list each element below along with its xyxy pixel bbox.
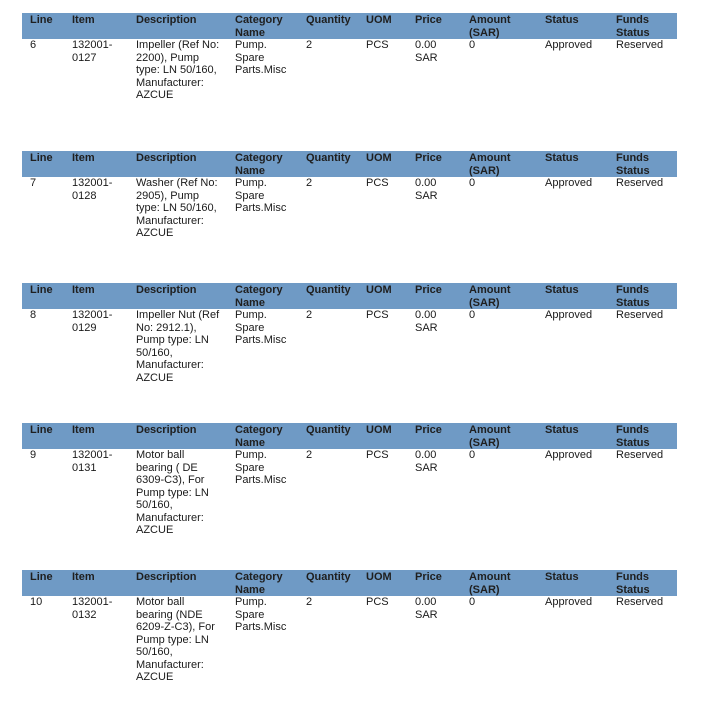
header-category-name: Category Name [235, 152, 283, 177]
cell-amount: 0 [469, 449, 476, 461]
cell-price: 0.00 SAR [415, 309, 438, 334]
cell-status: Approved [545, 449, 593, 461]
header-price: Price [415, 424, 442, 436]
header-quantity: Quantity [306, 152, 351, 164]
header-line: Line [30, 152, 53, 164]
header-amount: Amount (SAR) [469, 424, 511, 449]
header-price: Price [415, 571, 442, 583]
header-line: Line [30, 424, 53, 436]
header-item: Item [72, 284, 95, 296]
header-category-name: Category Name [235, 284, 283, 309]
header-status: Status [545, 14, 579, 26]
cell-status: Approved [545, 177, 593, 189]
header-category-name: Category Name [235, 424, 283, 449]
header-item: Item [72, 424, 95, 436]
cell-line: 8 [30, 309, 37, 321]
header-item: Item [72, 152, 95, 164]
header-uom: UOM [366, 152, 392, 164]
cell-quantity: 2 [306, 177, 313, 189]
cell-funds-status: Reserved [616, 596, 664, 608]
header-category-name: Category Name [235, 14, 283, 39]
header-price: Price [415, 152, 442, 164]
header-description: Description [136, 152, 197, 164]
header-status: Status [545, 284, 579, 296]
cell-uom: PCS [366, 309, 389, 321]
header-funds-status: Funds Status [616, 14, 650, 39]
cell-status: Approved [545, 39, 593, 51]
cell-category: Pump. Spare Parts.Misc [235, 177, 287, 214]
header-item: Item [72, 14, 95, 26]
cell-description: Impeller (Ref No: 2200), Pump type: LN 50/160, Manufacturer: AZCUE [136, 39, 220, 101]
header-status: Status [545, 152, 579, 164]
cell-amount: 0 [469, 309, 476, 321]
header-amount: Amount (SAR) [469, 571, 511, 596]
header-amount: Amount (SAR) [469, 152, 511, 177]
cell-price: 0.00 SAR [415, 449, 438, 474]
header-funds-status: Funds Status [616, 284, 650, 309]
cell-description: Impeller Nut (Ref No: 2912.1), Pump type: LN 50/160, Manufacturer: AZCUE [136, 309, 220, 384]
cell-description: Washer (Ref No: 2905), Pump type: LN 50/160, Manufacturer: AZCUE [136, 177, 218, 239]
header-line: Line [30, 14, 53, 26]
header-price: Price [415, 14, 442, 26]
cell-category: Pump. Spare Parts.Misc [235, 309, 287, 346]
cell-amount: 0 [469, 596, 476, 608]
cell-category: Pump. Spare Parts.Misc [235, 449, 287, 486]
header-quantity: Quantity [306, 424, 351, 436]
cell-funds-status: Reserved [616, 177, 664, 189]
cell-funds-status: Reserved [616, 309, 664, 321]
header-quantity: Quantity [306, 571, 351, 583]
header-description: Description [136, 284, 197, 296]
header-description: Description [136, 14, 197, 26]
header-uom: UOM [366, 424, 392, 436]
header-amount: Amount (SAR) [469, 284, 511, 309]
header-line: Line [30, 571, 53, 583]
header-description: Description [136, 424, 197, 436]
header-funds-status: Funds Status [616, 152, 650, 177]
cell-item: 132001- 0132 [72, 596, 113, 621]
header-status: Status [545, 424, 579, 436]
cell-quantity: 2 [306, 596, 313, 608]
cell-status: Approved [545, 309, 593, 321]
cell-price: 0.00 SAR [415, 39, 438, 64]
header-funds-status: Funds Status [616, 424, 650, 449]
header-uom: UOM [366, 14, 392, 26]
header-line: Line [30, 284, 53, 296]
cell-price: 0.00 SAR [415, 596, 438, 621]
header-uom: UOM [366, 571, 392, 583]
cell-amount: 0 [469, 39, 476, 51]
header-quantity: Quantity [306, 284, 351, 296]
cell-quantity: 2 [306, 309, 313, 321]
cell-category: Pump. Spare Parts.Misc [235, 596, 287, 633]
header-description: Description [136, 571, 197, 583]
header-amount: Amount (SAR) [469, 14, 511, 39]
cell-price: 0.00 SAR [415, 177, 438, 202]
cell-description: Motor ball bearing (NDE 6209-Z-C3), For Pump type: LN 50/160, Manufacturer: AZCUE [136, 596, 215, 683]
cell-uom: PCS [366, 177, 389, 189]
cell-description: Motor ball bearing ( DE 6309-C3), For Pump type: LN 50/160, Manufacturer: AZCUE [136, 449, 209, 536]
cell-uom: PCS [366, 596, 389, 608]
cell-uom: PCS [366, 449, 389, 461]
cell-funds-status: Reserved [616, 449, 664, 461]
cell-quantity: 2 [306, 449, 313, 461]
header-category-name: Category Name [235, 571, 283, 596]
cell-item: 132001- 0128 [72, 177, 113, 202]
cell-quantity: 2 [306, 39, 313, 51]
cell-funds-status: Reserved [616, 39, 664, 51]
cell-amount: 0 [469, 177, 476, 189]
cell-line: 10 [30, 596, 43, 608]
cell-uom: PCS [366, 39, 389, 51]
cell-category: Pump. Spare Parts.Misc [235, 39, 287, 76]
header-item: Item [72, 571, 95, 583]
header-uom: UOM [366, 284, 392, 296]
header-funds-status: Funds Status [616, 571, 650, 596]
header-price: Price [415, 284, 442, 296]
cell-item: 132001- 0127 [72, 39, 113, 64]
cell-status: Approved [545, 596, 593, 608]
cell-line: 6 [30, 39, 37, 51]
header-quantity: Quantity [306, 14, 351, 26]
cell-item: 132001- 0129 [72, 309, 113, 334]
cell-line: 7 [30, 177, 37, 189]
cell-line: 9 [30, 449, 37, 461]
cell-item: 132001- 0131 [72, 449, 113, 474]
header-status: Status [545, 571, 579, 583]
